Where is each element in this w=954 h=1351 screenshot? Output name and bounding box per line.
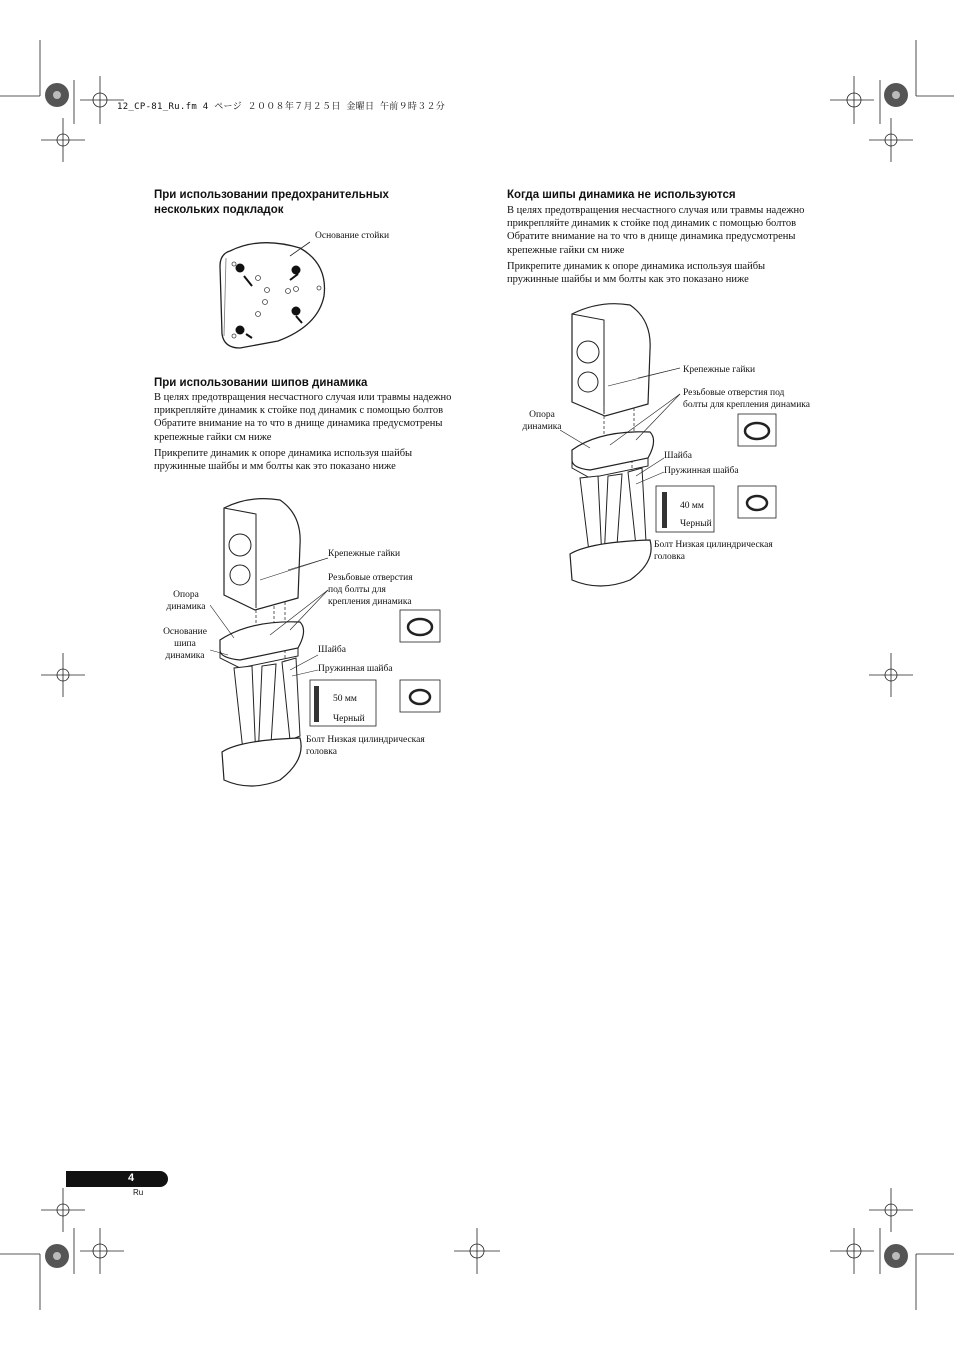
label-stand-base: Основание стойки [315, 231, 390, 241]
s2-label-support: Опора динамика [166, 590, 206, 612]
page-number: 4 [128, 1172, 135, 1184]
s3-label-washer: Шайба [664, 451, 692, 461]
s2-label-bolt: Болт Низкая цилиндрическая головка [306, 735, 425, 757]
s3-label-spring-washer: Пружинная шайба [664, 466, 739, 476]
s2-label-washer: Шайба [318, 645, 346, 655]
page-number-badge [66, 1171, 168, 1187]
print-header: 12_CP-81_Ru.fm 4 ページ ２００８年７月２５日 金曜日 午前９時３２分 [117, 102, 446, 112]
section3-paragraph2: Прикрепите динамик к опоре динамика используя шайбы пружинные шайбы и мм болты как это показано ниже [507, 261, 766, 286]
section1-title-line2: нескольких подкладок [154, 204, 284, 216]
section3-paragraph1: В целях предотвращения несчастного случая или травмы надежно прикрепляйте динамик к стойке под динамик с помощью болтов Обратите внимание на то что в днище динамика предусмотрены крепежные гайки см ниже [507, 205, 805, 256]
s2-label-spring-washer: Пружинная шайба [318, 664, 393, 674]
s3-label-color: Черный [680, 519, 712, 529]
section3-title: Когда шипы динамика не используются [507, 189, 736, 201]
section1-title-line1: При использовании предохранительных [154, 189, 389, 201]
section2-paragraph1: В целях предотвращения несчастного случая или травмы надежно прикрепляйте динамик к стойке под динамик с помощью болтов Обратите внимание на то что в днище динамика предусмотрены крепежные гайки см ниже [154, 392, 452, 443]
section2-title: При использовании шипов динамика [154, 377, 368, 389]
s3-label-length: 40 мм [680, 501, 704, 511]
pad-dot [236, 264, 245, 273]
s3-label-support: Опора динамика [522, 410, 562, 432]
s3-label-nuts: Крепежные гайки [683, 365, 756, 375]
s3-label-holes: Резьбовые отверстия под болты для крепления динамика [683, 388, 810, 410]
section2-paragraph2: Прикрепите динамик к опоре динамика используя шайбы пружинные шайбы и мм болты как это показано ниже [154, 448, 413, 473]
s2-label-color: Черный [333, 714, 365, 724]
page-language: Ru [133, 1188, 144, 1197]
stand-base-illustration [210, 236, 340, 356]
s2-label-nuts: Крепежные гайки [328, 549, 401, 559]
s2-label-length: 50 мм [333, 694, 357, 704]
s3-label-bolt: Болт Низкая цилиндрическая головка [654, 540, 773, 562]
s2-label-spike-base: Основание шипа динамика [163, 627, 207, 661]
s2-label-holes: Резьбовые отверстия под болты для крепления динамика [328, 573, 413, 607]
